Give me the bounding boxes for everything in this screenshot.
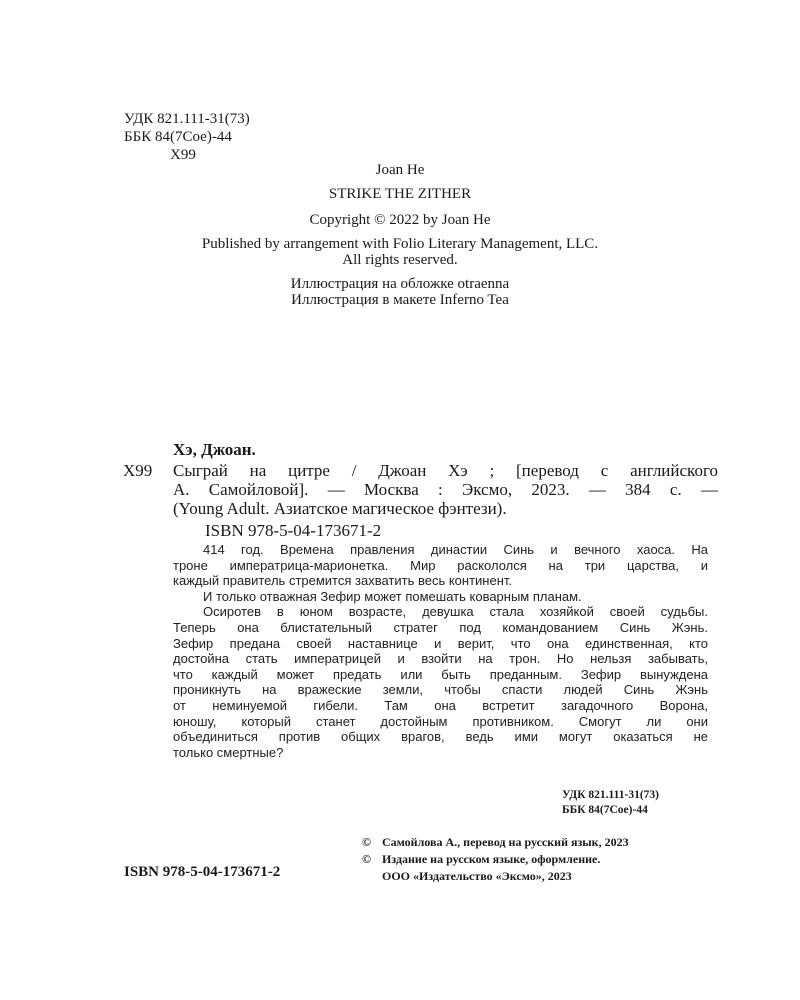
annotation-line: от неминуемой гибели. Там она встретит загадочного Ворона, [173, 697, 708, 713]
bottom-bbk-code: ББК 84(7Сое)-44 [562, 804, 648, 816]
annotation-line: только смертные? [173, 744, 284, 760]
copyright-row-1 [362, 834, 629, 851]
bibliographic-author-code: Х99 [123, 461, 153, 480]
illustration-cover: Иллюстрация на обложке otraenna [290, 276, 510, 292]
author-code: Х99 [170, 147, 196, 163]
annotation-line: 414 год. Времена правления династии Синь и вечного хаоса. На [203, 542, 708, 557]
annotation-line: объединиться против общих врагов, ведь ими могут оказаться не [173, 729, 708, 745]
annotation-paragraph-3 [173, 604, 708, 760]
annotation-line: что каждый может предать или быть преданным. Зефир вынуждена [173, 666, 708, 682]
bbk-code: ББК 84(7Сое)-44 [124, 129, 232, 145]
author-original: Joan He [375, 162, 425, 178]
copyright-original: Copyright © 2022 by Joan He [309, 212, 491, 228]
top-classification-codes [124, 110, 250, 164]
bibliographic-author-heading: Хэ, Джоан. [173, 440, 256, 459]
copyright-symbol: © [362, 852, 371, 866]
copyright-block [362, 834, 629, 885]
bibliographic-description [173, 461, 718, 518]
copyright-row-2 [362, 851, 629, 868]
bottom-udk-code: УДК 821.111-31(73) [562, 789, 659, 801]
annotation-line: юношу, который станет достойным противником. Смогут ли они [173, 713, 708, 729]
annotation-line: достойна стать императрицей и взойти на трон. Но нельзя забывать, [173, 651, 708, 667]
bottom-classification-codes [562, 788, 659, 818]
biblio-line-1: Сыграй на цитре / Джоан Хэ ; [перевод с английского [173, 461, 718, 480]
isbn-main: ISBN 978-5-04-173671-2 [205, 521, 382, 540]
annotation-line: Зефир предана своей наставнице и верит, что она единственная, кто [173, 635, 708, 651]
biblio-line-3: (Young Adult. Азиатское магическое фэнтези). [173, 499, 507, 518]
title-original: STRIKE THE ZITHER [328, 186, 472, 202]
biblio-line-2: А. Самойловой]. — Москва : Эксмо, 2023. — 384 с. — [173, 480, 718, 499]
annotation-line: каждый правитель стремится захватить весь континент. [173, 573, 513, 589]
copyright-edition: Издание на русском языке, оформление. [382, 852, 601, 866]
annotation [173, 542, 708, 760]
annotation-paragraph-1 [173, 542, 708, 589]
copyright-row-3 [362, 868, 629, 885]
annotation-line: проникнуть на вражеские земли, чтобы спасти людей Синь Жэнь [173, 682, 708, 698]
annotation-line: Осиротев в юном возрасте, девушка стала хозяйкой своей судьбы. [203, 604, 708, 620]
illustration-layout: Иллюстрация в макете Inferno Tea [291, 292, 509, 308]
published-line-2: All rights reserved. [342, 252, 458, 268]
udk-code: УДК 821.111-31(73) [124, 111, 250, 127]
isbn-bottom: ISBN 978-5-04-173671-2 [124, 864, 281, 880]
copyright-symbol: © [362, 835, 371, 849]
copyright-publisher: ООО «Издательство «Эксмо», 2023 [382, 869, 572, 883]
published-line-1: Published by arrangement with Folio Literary Management, LLC. [201, 236, 599, 252]
copyright-translation: Самойлова А., перевод на русский язык, 2023 [382, 835, 629, 849]
annotation-line: троне императрица-марионетка. Мир раскололся на три царства, и [173, 557, 708, 573]
annotation-paragraph-2 [173, 589, 708, 605]
annotation-line: Теперь она блистательный стратег под командованием Синь Жэнь. [173, 619, 708, 635]
annotation-line: И только отважная Зефир может помешать коварным планам. [203, 588, 582, 604]
